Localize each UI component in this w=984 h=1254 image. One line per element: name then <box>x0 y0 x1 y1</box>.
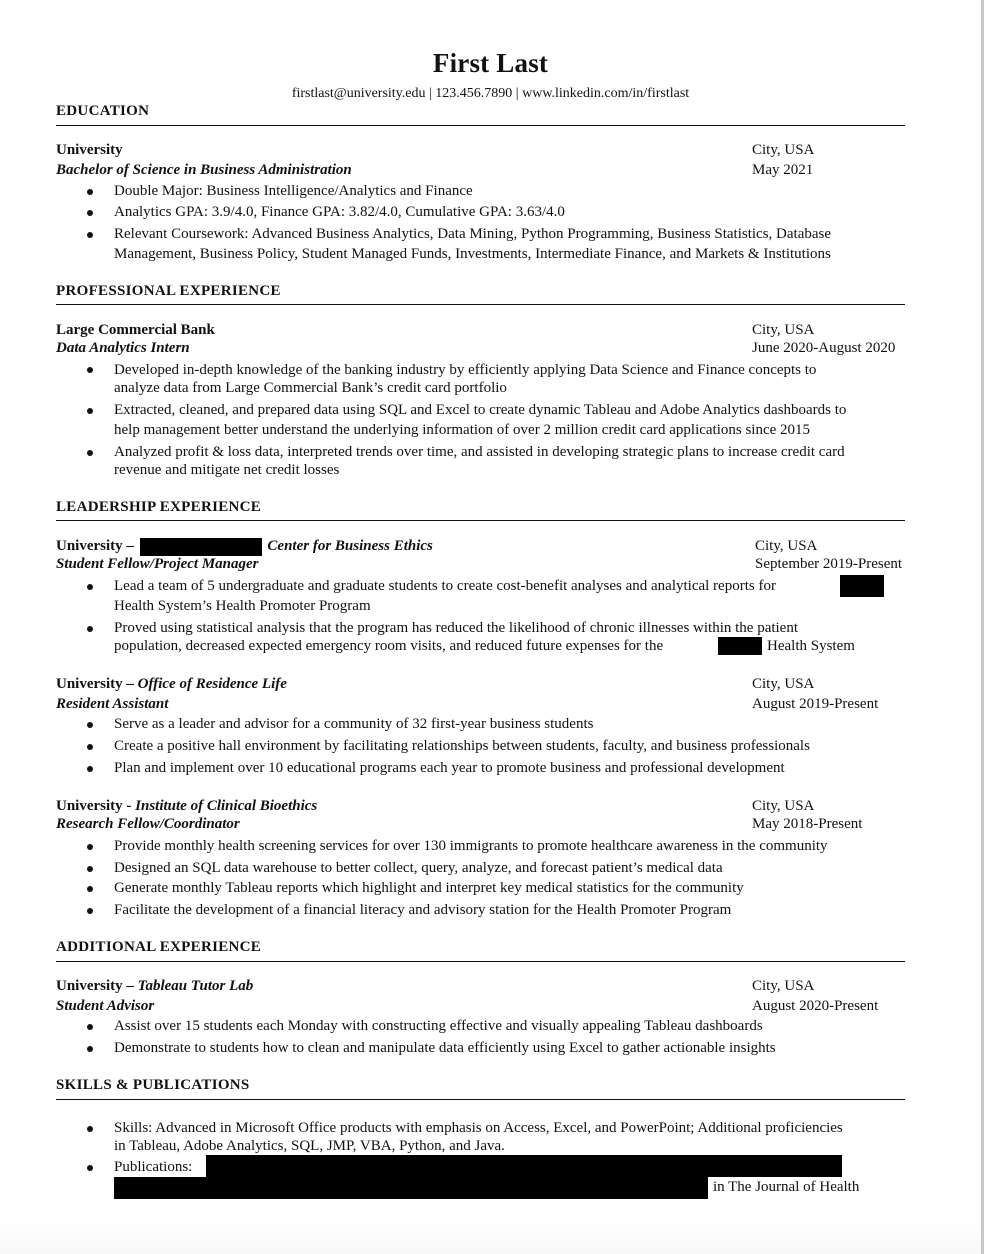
org-name: University – <box>56 538 134 554</box>
section-divider <box>56 961 905 962</box>
org-subunit: Tableau Tutor Lab <box>137 978 254 994</box>
leadership-date: August 2019-Present <box>752 696 879 712</box>
publications-label: Publications: <box>114 1159 193 1175</box>
professional-role: Data Analytics Intern <box>56 340 190 356</box>
bullet-icon <box>87 367 93 373</box>
bullet-icon <box>87 408 93 414</box>
org-subunit: Center for Business Ethics <box>267 538 433 554</box>
leadership-date: May 2018-Present <box>752 816 863 832</box>
education-location: City, USA <box>752 142 815 158</box>
leadership-bullet: Provide monthly health screening services for over 130 immigrants to promote healthcare awareness in the community <box>114 838 828 854</box>
leadership-role: Student Fellow/Project Manager <box>56 556 259 572</box>
leadership-role: Research Fellow/Coordinator <box>56 816 240 832</box>
bullet-icon <box>87 232 93 238</box>
candidate-name: First Last <box>432 48 549 78</box>
additional-bullet: Demonstrate to students how to clean and manipulate data efficiently using Excel to gather actionable insights <box>114 1040 776 1056</box>
leadership-date: September 2019-Present <box>755 556 903 572</box>
education-degree: Bachelor of Science in Business Administration <box>56 162 352 178</box>
bullet-icon <box>87 1024 93 1030</box>
professional-bullet-cont: help management better understand the underlying information of over 2 million credit card applications since 2015 <box>114 422 811 438</box>
section-title-education: EDUCATION <box>56 103 150 119</box>
bullet-icon <box>87 1126 93 1132</box>
redaction-block <box>840 575 884 597</box>
bullet-icon <box>87 450 93 456</box>
bullet-icon <box>87 584 93 590</box>
leadership-org <box>56 537 433 556</box>
leadership-location: City, USA <box>752 676 815 692</box>
org-name: University – <box>56 676 134 692</box>
bullet-icon <box>87 210 93 216</box>
org-name: University - <box>56 798 132 814</box>
professional-location: City, USA <box>752 322 815 338</box>
bullet-icon <box>87 844 93 850</box>
leadership-org <box>56 797 317 815</box>
leadership-bullet: Serve as a leader and advisor for a community of 32 first-year business students <box>114 716 594 732</box>
redaction-block <box>206 1155 842 1177</box>
section-title-additional: ADDITIONAL EXPERIENCE <box>56 939 262 955</box>
leadership-location: City, USA <box>755 538 818 554</box>
org-subunit: Institute of Clinical Bioethics <box>135 798 318 814</box>
education-bullet-cont: Management, Business Policy, Student Managed Funds, Investments, Intermediate Finance, and Markets & Institutions <box>114 246 831 262</box>
leadership-bullet-cont: Health System’s Health Promoter Program <box>114 598 371 614</box>
bullet-icon <box>87 1165 93 1171</box>
education-org: University <box>56 142 123 158</box>
leadership-bullet: Plan and implement over 10 educational programs each year to promote business and professional development <box>114 760 785 776</box>
leadership-bullet: Generate monthly Tableau reports which highlight and interpret key medical statistics for the community <box>114 880 744 896</box>
leadership-bullet-cont: population, decreased expected emergency room visits, and reduced future expenses for the <box>114 638 664 654</box>
org-subunit: Office of Residence Life <box>137 676 287 692</box>
leadership-bullet: Designed an SQL data warehouse to better collect, query, analyze, and forecast patient’s medical data <box>114 860 723 876</box>
education-bullet: Double Major: Business Intelligence/Analytics and Finance <box>114 183 473 199</box>
bullet-icon <box>87 744 93 750</box>
redaction-block <box>718 637 762 655</box>
section-divider <box>56 125 905 126</box>
bullet-icon <box>87 1046 93 1052</box>
leadership-bullet: Create a positive hall environment by facilitating relationships between students, faculty, and business professionals <box>114 738 810 754</box>
redaction-block <box>114 1177 708 1199</box>
leadership-location: City, USA <box>752 798 815 814</box>
additional-role: Student Advisor <box>56 998 155 1014</box>
professional-date: June 2020-August 2020 <box>752 340 896 356</box>
leadership-bullet: Facilitate the development of a financial literacy and advisory station for the Health Promoter Program <box>114 902 732 918</box>
professional-bullet: Extracted, cleaned, and prepared data using SQL and Excel to create dynamic Tableau and Adobe Analytics dashboards to <box>114 402 847 418</box>
bullet-icon <box>87 626 93 632</box>
professional-org: Large Commercial Bank <box>56 322 215 338</box>
section-divider <box>56 520 905 521</box>
leadership-role: Resident Assistant <box>56 696 169 712</box>
page-bottom-shade <box>0 1224 981 1254</box>
section-divider <box>56 304 905 305</box>
education-date: May 2021 <box>752 162 814 178</box>
leadership-org <box>56 675 287 693</box>
leadership-bullet-cont: Health System <box>767 638 855 654</box>
publication-journal: in The Journal of Health <box>713 1179 860 1195</box>
bullet-icon <box>87 722 93 728</box>
org-name: University – <box>56 978 134 994</box>
leadership-bullet: Lead a team of 5 undergraduate and graduate students to create cost-benefit analyses and analytical reports for <box>114 578 776 594</box>
professional-bullet-cont: analyze data from Large Commercial Bank’s credit card portfolio <box>114 380 507 396</box>
redaction-block <box>140 538 262 556</box>
professional-bullet: Analyzed profit & loss data, interpreted trends over time, and assisted in developing strategic plans to increase credit card <box>114 444 845 460</box>
section-title-leadership: LEADERSHIP EXPERIENCE <box>56 499 262 515</box>
section-title-skills: SKILLS & PUBLICATIONS <box>56 1077 250 1093</box>
additional-bullet: Assist over 15 students each Monday with constructing effective and visually appealing Tableau dashboards <box>114 1018 763 1034</box>
bullet-icon <box>87 908 93 914</box>
section-title-professional: PROFESSIONAL EXPERIENCE <box>56 283 281 299</box>
skills-bullet: Skills: Advanced in Microsoft Office products with emphasis on Access, Excel, and PowerPoint; Additional proficiencies <box>114 1120 843 1136</box>
bullet-icon <box>87 886 93 892</box>
bullet-icon <box>87 866 93 872</box>
leadership-bullet: Proved using statistical analysis that the program has reduced the likelihood of chronic illnesses within the patient <box>114 620 799 636</box>
professional-bullet: Developed in-depth knowledge of the banking industry by efficiently applying Data Science and Finance concepts to <box>114 362 817 378</box>
bullet-icon <box>87 766 93 772</box>
education-bullet: Analytics GPA: 3.9/4.0, Finance GPA: 3.82/4.0, Cumulative GPA: 3.63/4.0 <box>114 204 565 220</box>
bullet-icon <box>87 189 93 195</box>
contact-line: firstlast@university.edu | 123.456.7890 | www.linkedin.com/in/firstlast <box>291 86 690 101</box>
additional-location: City, USA <box>752 978 815 994</box>
professional-bullet-cont: revenue and mitigate net credit losses <box>114 462 340 478</box>
skills-bullet-cont: in Tableau, Adobe Analytics, SQL, JMP, VBA, Python, and Java. <box>114 1138 505 1154</box>
education-bullet: Relevant Coursework: Advanced Business Analytics, Data Mining, Python Programming, Business Statistics, Database <box>114 226 832 242</box>
additional-org <box>56 977 253 995</box>
section-divider <box>56 1099 905 1100</box>
additional-date: August 2020-Present <box>752 998 879 1014</box>
